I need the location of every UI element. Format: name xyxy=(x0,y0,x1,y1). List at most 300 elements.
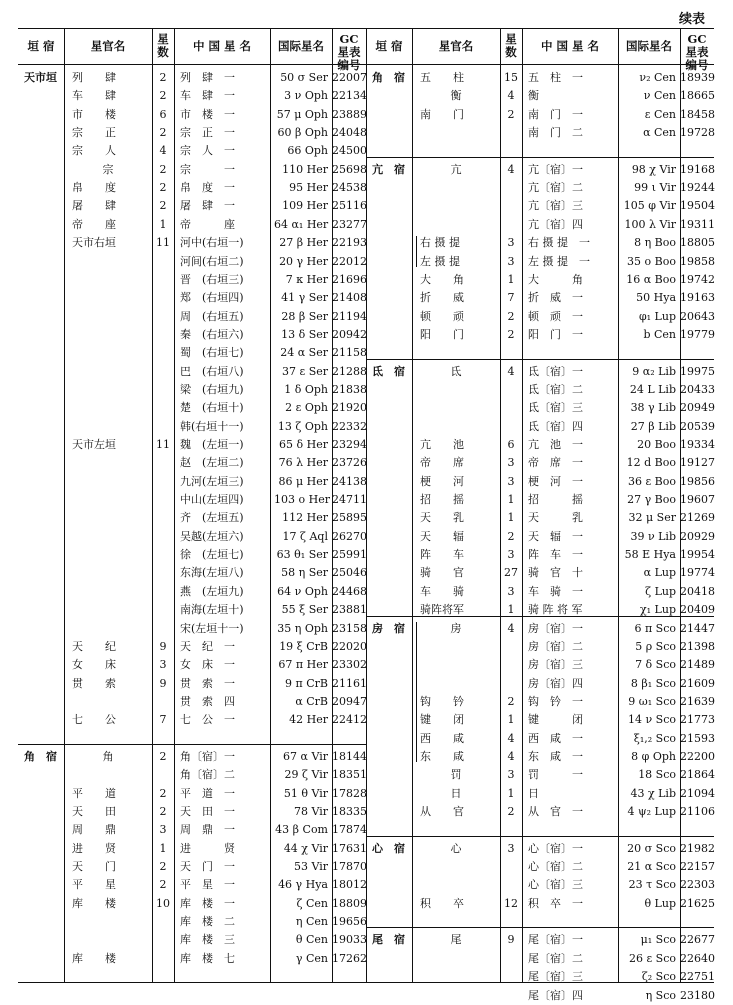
right-asterism: 天 乳 xyxy=(420,511,464,525)
left-asterism: 库 楼 xyxy=(72,896,116,910)
left-international-name: θ Cen xyxy=(295,933,328,947)
left-international-name: 60 β Oph xyxy=(277,126,328,140)
right-asterism: 键 闭 xyxy=(420,713,464,727)
left-international-name: 13 δ Ser xyxy=(281,327,328,341)
left-international-name: 43 β Com xyxy=(275,823,328,837)
left-asterism: 周 鼎 xyxy=(72,823,116,837)
right-chinese-star-name: 积 卒 一 xyxy=(528,896,583,910)
grouping-brace xyxy=(416,622,417,763)
left-gc-number: 25698 xyxy=(332,162,367,176)
left-star-count: 2 xyxy=(159,786,167,800)
right-international-name: μ₁ Sco xyxy=(640,933,676,947)
left-chinese-star-name: 东海(左垣八) xyxy=(180,566,244,580)
right-gc-number: 19334 xyxy=(680,438,715,451)
right-chinese-star-name: 氐〔宿〕一 xyxy=(528,364,583,378)
left-international-name: 42 Her xyxy=(289,713,328,727)
left-chinese-star-name: 七 公 一 xyxy=(180,713,235,727)
left-international-name: 112 Her xyxy=(282,511,328,525)
right-chinese-star-name: 招 摇 xyxy=(528,493,583,507)
right-gc-number: 21639 xyxy=(680,694,715,708)
left-chinese-star-name: 周 (右垣五) xyxy=(180,309,244,323)
right-chinese-star-name: 键 闭 xyxy=(528,713,583,727)
right-gc-number: 21773 xyxy=(680,713,715,727)
left-chinese-star-name: 梁 (右垣九) xyxy=(180,382,244,396)
right-header-group: 垣 宿 xyxy=(375,39,403,53)
left-chinese-star-name: 角〔宿〕二 xyxy=(180,768,235,782)
right-gc-number: 22157 xyxy=(680,860,715,874)
left-asterism: 进 贤 xyxy=(72,841,116,855)
left-international-name: 37 ε Ser xyxy=(282,364,328,378)
right-asterism: 招 摇 xyxy=(420,493,464,507)
left-star-count: 6 xyxy=(159,107,167,121)
right-asterism: 氐 xyxy=(450,364,462,378)
left-asterism: 宗 xyxy=(102,162,114,176)
right-star-count: 3 xyxy=(507,841,515,855)
left-international-name: 7 κ Her xyxy=(285,272,328,286)
left-gc-number: 21408 xyxy=(332,291,367,305)
left-gc-number: 23889 xyxy=(332,107,367,121)
right-star-count: 4 xyxy=(507,621,515,635)
right-international-name: 9 α₂ Lib xyxy=(632,364,676,378)
right-gc-number: 20433 xyxy=(680,382,715,396)
left-international-name: 41 γ Ser xyxy=(281,291,328,305)
left-chinese-star-name: 晋 (右垣三) xyxy=(180,272,244,286)
right-asterism: 心 xyxy=(450,841,462,855)
right-international-name: 32 μ Ser xyxy=(628,511,676,525)
left-chinese-star-name: 楚 (右垣十) xyxy=(180,401,244,415)
right-star-count: 2 xyxy=(507,694,515,708)
right-chinese-star-name: 氐〔宿〕三 xyxy=(528,401,583,415)
left-asterism: 库 楼 xyxy=(72,951,116,965)
right-chinese-star-name: 罚 一 xyxy=(528,768,583,782)
left-gc-number: 20942 xyxy=(332,327,367,341)
right-gc-number: 18458 xyxy=(680,107,715,121)
right-gc-number: 19244 xyxy=(680,181,715,195)
right-gc-number: 19742 xyxy=(680,272,715,286)
continuation-label: 续表 xyxy=(678,12,705,27)
left-gc-number: 18335 xyxy=(332,805,367,818)
right-gc-number: 21106 xyxy=(680,805,715,818)
right-international-name: 8 φ Oph xyxy=(631,749,676,763)
right-chinese-star-name: 阵 车 一 xyxy=(528,548,583,562)
left-international-name: 53 Vir xyxy=(293,860,328,874)
right-header-asterism: 星官名 xyxy=(438,39,474,53)
right-gc-number: 19858 xyxy=(680,254,715,268)
right-international-name: 26 ε Sco xyxy=(628,951,676,965)
right-gc-number: 18939 xyxy=(680,71,715,84)
left-international-name: 50 σ Ser xyxy=(280,71,328,84)
right-chinese-star-name: 阳 门 一 xyxy=(528,327,583,341)
right-international-name: 36 ε Boo xyxy=(627,474,676,488)
right-international-name: ν₂ Cen xyxy=(639,71,676,84)
left-international-name: 1 δ Oph xyxy=(284,382,328,396)
left-international-name: η Cen xyxy=(295,915,328,929)
right-gc-number: 19856 xyxy=(680,474,715,488)
left-gc-number: 22412 xyxy=(332,713,367,727)
left-gc-number: 22012 xyxy=(332,254,367,268)
left-gc-number: 23158 xyxy=(332,621,367,635)
left-star-count: 2 xyxy=(159,126,167,140)
right-star-count: 4 xyxy=(507,89,515,103)
right-gc-number: 21609 xyxy=(680,676,715,690)
left-header-gc-number: GC 星表编号 xyxy=(337,32,361,73)
right-international-name: 38 γ Lib xyxy=(630,401,676,415)
left-asterism: 平 星 xyxy=(72,878,116,892)
left-international-name: 57 μ Oph xyxy=(276,107,328,121)
left-chinese-star-name: 库 楼 七 xyxy=(180,951,235,965)
right-gc-number: 20409 xyxy=(680,603,715,617)
left-international-name: 20 γ Her xyxy=(279,254,328,268)
right-asterism: 东 咸 xyxy=(420,749,464,763)
right-international-name: ν Cen xyxy=(643,89,676,103)
left-asterism: 天市左垣 xyxy=(72,438,116,451)
left-gc-number: 21161 xyxy=(332,676,367,690)
left-star-count: 1 xyxy=(159,841,167,855)
right-chinese-star-name: 氐〔宿〕四 xyxy=(528,419,583,433)
right-international-name: 21 α Sco xyxy=(627,860,676,874)
right-asterism: 积 卒 xyxy=(420,896,464,910)
left-gc-number: 21194 xyxy=(332,309,367,323)
left-header-group: 垣 宿 xyxy=(27,39,55,53)
right-chinese-star-name: 房〔宿〕四 xyxy=(528,676,583,690)
right-gc-number: 21982 xyxy=(680,841,715,855)
right-chinese-star-name: 钩 钤 一 xyxy=(528,694,583,708)
left-chinese-star-name: 宗 正 一 xyxy=(180,126,235,140)
left-chinese-star-name: 周 鼎 一 xyxy=(180,823,235,837)
right-asterism: 房 xyxy=(450,621,462,635)
right-international-name: 18 Sco xyxy=(638,768,676,782)
right-gc-number: 19728 xyxy=(680,126,715,140)
right-group: 心 宿 xyxy=(372,841,405,855)
left-chinese-star-name: 蜀 (右垣七) xyxy=(180,346,244,360)
right-international-name: 99 ι Vir xyxy=(634,181,676,195)
right-international-name: ε Cen xyxy=(644,107,676,121)
left-international-name: 78 Vir xyxy=(293,805,328,818)
right-star-count: 3 xyxy=(507,768,515,782)
left-chinese-star-name: 帝 座 xyxy=(180,217,235,231)
left-gc-number: 25116 xyxy=(332,199,367,213)
left-gc-number: 24538 xyxy=(332,181,367,195)
left-header-star-count: 星数 xyxy=(157,32,169,60)
right-international-name: 14 ν Sco xyxy=(628,713,676,727)
left-chinese-star-name: 列 肆 一 xyxy=(180,71,235,84)
left-star-count: 3 xyxy=(159,658,167,672)
left-asterism: 平 道 xyxy=(72,786,116,800)
left-chinese-star-name: 齐 (左垣五) xyxy=(180,511,244,525)
right-gc-number: 21489 xyxy=(680,658,715,672)
right-chinese-star-name: 西 咸 一 xyxy=(528,731,583,745)
column-divider xyxy=(64,29,65,982)
left-group-rule xyxy=(18,744,366,745)
right-gc-number: 19163 xyxy=(680,291,715,305)
right-international-name: 27 γ Boo xyxy=(627,493,676,507)
left-international-name: 3 ν Oph xyxy=(284,89,328,103)
right-chinese-star-name: 折 威 一 xyxy=(528,291,583,305)
right-group-rule xyxy=(366,836,714,837)
left-chinese-star-name: 南海(左垣十) xyxy=(180,603,244,617)
right-gc-number: 18665 xyxy=(680,89,715,103)
right-chinese-star-name: 右 摄 提 一 xyxy=(528,236,590,250)
left-star-count: 2 xyxy=(159,860,167,874)
grouping-brace xyxy=(416,236,417,267)
right-chinese-star-name: 从 官 一 xyxy=(528,805,583,818)
right-international-name: 39 ν Lib xyxy=(630,529,676,543)
right-gc-number: 18805 xyxy=(680,236,715,250)
right-asterism: 五 柱 xyxy=(420,71,464,84)
right-international-name: ξ₁,₂ Sco xyxy=(633,731,676,745)
right-international-name: 27 β Lib xyxy=(630,419,676,433)
right-gc-number: 21398 xyxy=(680,639,715,653)
right-asterism: 大 角 xyxy=(420,272,464,286)
column-divider xyxy=(522,29,523,982)
left-chinese-star-name: 帛 度 一 xyxy=(180,181,235,195)
right-chinese-star-name: 尾〔宿〕四 xyxy=(528,988,583,1002)
left-gc-number: 22020 xyxy=(332,639,367,653)
right-gc-number: 19954 xyxy=(680,548,715,562)
left-chinese-star-name: 天 门 一 xyxy=(180,860,235,874)
right-international-name: 20 Boo xyxy=(637,438,676,451)
left-gc-number: 18351 xyxy=(332,768,367,782)
left-international-name: 95 Her xyxy=(289,181,328,195)
left-star-count: 9 xyxy=(159,676,167,690)
right-star-count: 2 xyxy=(507,529,515,543)
right-international-name: ζ₂ Sco xyxy=(641,970,676,984)
left-gc-number: 18012 xyxy=(332,878,367,892)
left-asterism: 天 门 xyxy=(72,860,116,874)
column-divider xyxy=(412,29,413,982)
left-chinese-star-name: 角〔宿〕一 xyxy=(180,749,235,763)
right-chinese-star-name: 顿 顽 一 xyxy=(528,309,583,323)
right-asterism: 南 门 xyxy=(420,107,464,121)
left-international-name: 66 Oph xyxy=(287,144,328,158)
left-asterism: 天 田 xyxy=(72,805,116,818)
left-group: 天市垣 xyxy=(24,71,57,84)
left-chinese-star-name: 中山(左垣四) xyxy=(180,493,244,507)
left-star-count: 9 xyxy=(159,639,167,653)
right-chinese-star-name: 亢〔宿〕二 xyxy=(528,181,583,195)
left-international-name: ζ Cen xyxy=(296,896,328,910)
star-table xyxy=(18,28,715,1002)
right-star-count: 2 xyxy=(507,309,515,323)
left-chinese-star-name: 平 道 一 xyxy=(180,786,235,800)
left-chinese-star-name: 秦 (右垣六) xyxy=(180,327,244,341)
right-group-rule xyxy=(366,359,714,360)
right-chinese-star-name: 梗 河 一 xyxy=(528,474,583,488)
left-gc-number: 22193 xyxy=(332,236,367,250)
right-international-name: χ₁ Lup xyxy=(639,603,676,617)
right-star-count: 1 xyxy=(507,713,515,727)
left-international-name: 28 β Ser xyxy=(281,309,328,323)
right-star-count: 27 xyxy=(504,566,518,580)
left-international-name: 55 ξ Ser xyxy=(281,603,328,617)
right-header-gc-number: GC 星表编号 xyxy=(685,32,709,73)
left-asterism: 列 肆 xyxy=(72,71,116,84)
right-star-count: 3 xyxy=(507,236,515,250)
right-gc-number: 23180 xyxy=(680,988,715,1002)
left-international-name: 64 α₁ Her xyxy=(274,217,329,231)
right-star-count: 3 xyxy=(507,548,515,562)
right-chinese-star-name: 亢〔宿〕一 xyxy=(528,162,583,176)
left-chinese-star-name: 宋(左垣十一) xyxy=(180,621,244,635)
right-chinese-star-name: 帝 席 一 xyxy=(528,456,583,470)
left-chinese-star-name: 库 楼 三 xyxy=(180,933,235,947)
left-gc-number: 17262 xyxy=(332,951,367,965)
left-chinese-star-name: 宗 一 xyxy=(180,162,235,176)
left-chinese-star-name: 徐 (左垣七) xyxy=(180,548,244,562)
left-header-chinese-star-name: 中 国 星 名 xyxy=(192,39,251,53)
left-international-name: 24 α Ser xyxy=(280,346,328,360)
right-international-name: 16 α Boo xyxy=(626,272,676,286)
right-international-name: 12 d Boo xyxy=(626,456,676,470)
left-gc-number: 23726 xyxy=(332,456,367,470)
right-chinese-star-name: 天 辐 一 xyxy=(528,529,583,543)
left-star-count: 2 xyxy=(159,749,167,763)
left-international-name: 110 Her xyxy=(282,162,328,176)
left-star-count: 2 xyxy=(159,71,167,84)
left-international-name: 103 o Her xyxy=(274,493,330,507)
right-star-count: 3 xyxy=(507,456,515,470)
left-star-count: 2 xyxy=(159,162,167,176)
left-gc-number: 24138 xyxy=(332,474,367,488)
left-star-count: 7 xyxy=(159,713,167,727)
left-gc-number: 22134 xyxy=(332,89,367,103)
left-star-count: 2 xyxy=(159,199,167,213)
left-chinese-star-name: 贯 索 四 xyxy=(180,694,235,708)
left-asterism: 帝 座 xyxy=(72,217,116,231)
right-gc-number: 22640 xyxy=(680,951,715,965)
right-gc-number: 19774 xyxy=(680,566,715,580)
left-international-name: 64 ν Oph xyxy=(277,584,328,598)
right-chinese-star-name: 尾〔宿〕三 xyxy=(528,970,583,984)
right-asterism: 日 xyxy=(450,786,462,800)
right-star-count: 1 xyxy=(507,603,515,617)
left-group: 角 宿 xyxy=(24,749,57,763)
right-star-count: 15 xyxy=(504,71,518,84)
left-international-name: 67 α Vir xyxy=(283,749,328,763)
right-gc-number: 19975 xyxy=(680,364,715,378)
right-international-name: 8 η Boo xyxy=(634,236,676,250)
right-group: 房 宿 xyxy=(372,621,405,635)
left-chinese-star-name: 天 田 一 xyxy=(180,805,235,818)
left-gc-number: 21696 xyxy=(332,272,367,286)
column-divider xyxy=(174,29,175,982)
left-gc-number: 23277 xyxy=(332,217,367,231)
right-asterism: 亢 xyxy=(450,162,462,176)
left-gc-number: 19033 xyxy=(332,933,367,947)
right-chinese-star-name: 大 角 xyxy=(528,272,583,286)
right-star-count: 4 xyxy=(507,364,515,378)
left-chinese-star-name: 吴越(左垣六) xyxy=(180,529,244,543)
right-group-rule xyxy=(366,927,714,928)
right-chinese-star-name: 骑 阵 将 军 xyxy=(528,603,583,617)
right-international-name: 58 E Hya xyxy=(624,548,676,562)
left-international-name: 35 η Oph xyxy=(277,621,328,635)
left-chinese-star-name: 平 星 一 xyxy=(180,878,235,892)
left-international-name: 63 θ₁ Ser xyxy=(276,548,328,562)
left-chinese-star-name: 魏 (左垣一) xyxy=(180,438,244,451)
right-asterism: 亢 池 xyxy=(420,438,464,451)
right-asterism: 天 辐 xyxy=(420,529,464,543)
left-gc-number: 24500 xyxy=(332,144,367,158)
left-international-name: 13 ζ Oph xyxy=(277,419,328,433)
left-gc-number: 22007 xyxy=(332,71,367,84)
right-asterism: 阵 车 xyxy=(420,548,464,562)
right-gc-number: 20643 xyxy=(680,309,715,323)
left-chinese-star-name: 库 楼 二 xyxy=(180,915,235,929)
left-gc-number: 22332 xyxy=(332,419,367,433)
left-gc-number: 17870 xyxy=(332,860,367,874)
left-international-name: 86 μ Her xyxy=(278,474,328,488)
right-chinese-star-name: 南 门 一 xyxy=(528,107,583,121)
right-asterism: 顿 顽 xyxy=(420,309,464,323)
right-group-rule xyxy=(366,157,714,158)
right-gc-number: 19168 xyxy=(680,162,715,176)
right-chinese-star-name: 左 摄 提 一 xyxy=(528,254,590,268)
left-asterism: 车 肆 xyxy=(72,89,116,103)
right-international-name: 9 ω₁ Sco xyxy=(628,694,676,708)
right-international-name: 4 ψ₂ Lup xyxy=(627,805,676,818)
right-group: 尾 宿 xyxy=(372,933,405,947)
right-chinese-star-name: 房〔宿〕一 xyxy=(528,621,583,635)
right-star-count: 12 xyxy=(504,896,518,910)
left-gc-number: 18144 xyxy=(332,749,367,763)
right-chinese-star-name: 车 骑 一 xyxy=(528,584,583,598)
left-international-name: 44 χ Vir xyxy=(283,841,328,855)
right-chinese-star-name: 骑 官 十 xyxy=(528,566,583,580)
right-chinese-star-name: 亢〔宿〕三 xyxy=(528,199,583,213)
right-star-count: 2 xyxy=(507,107,515,121)
right-international-name: b Cen xyxy=(643,327,676,341)
right-star-count: 3 xyxy=(507,584,515,598)
left-chinese-star-name: 屠 肆 一 xyxy=(180,199,235,213)
right-international-name: α Lup xyxy=(643,566,676,580)
left-international-name: γ Cen xyxy=(295,951,328,965)
right-asterism: 尾 xyxy=(450,933,462,947)
left-star-count: 4 xyxy=(159,144,167,158)
right-chinese-star-name: 心〔宿〕二 xyxy=(528,860,583,874)
right-gc-number: 20418 xyxy=(680,584,715,598)
right-international-name: α Cen xyxy=(643,126,676,140)
right-chinese-star-name: 五 柱 一 xyxy=(528,71,583,84)
right-asterism: 骑阵将军 xyxy=(420,603,464,617)
right-chinese-star-name: 房〔宿〕三 xyxy=(528,658,583,672)
right-gc-number: 20949 xyxy=(680,401,715,415)
left-gc-number: 18809 xyxy=(332,896,367,910)
left-asterism: 天市右垣 xyxy=(72,236,116,250)
left-international-name: 65 δ Her xyxy=(279,438,328,451)
left-international-name: 9 π CrB xyxy=(285,676,328,690)
right-group-rule xyxy=(366,616,714,617)
left-chinese-star-name: 韩(右垣十一) xyxy=(180,419,244,433)
left-asterism: 角 xyxy=(102,749,114,763)
right-star-count: 2 xyxy=(507,805,515,818)
left-header-international-name: 国际星名 xyxy=(278,39,324,53)
left-international-name: α CrB xyxy=(295,694,328,708)
right-international-name: ζ Lup xyxy=(645,584,676,598)
left-gc-number: 17631 xyxy=(332,841,367,855)
right-gc-number: 21269 xyxy=(680,511,715,525)
left-asterism: 贯 索 xyxy=(72,676,116,690)
right-gc-number: 20929 xyxy=(680,529,715,543)
right-star-count: 7 xyxy=(507,291,515,305)
left-gc-number: 24048 xyxy=(332,126,367,140)
right-international-name: θ Lup xyxy=(644,896,676,910)
right-star-count: 1 xyxy=(507,786,515,800)
right-international-name: 23 τ Sco xyxy=(628,878,676,892)
left-chinese-star-name: 九河(左垣三) xyxy=(180,474,244,488)
left-star-count: 2 xyxy=(159,878,167,892)
right-international-name: 24 L Lib xyxy=(629,382,676,396)
